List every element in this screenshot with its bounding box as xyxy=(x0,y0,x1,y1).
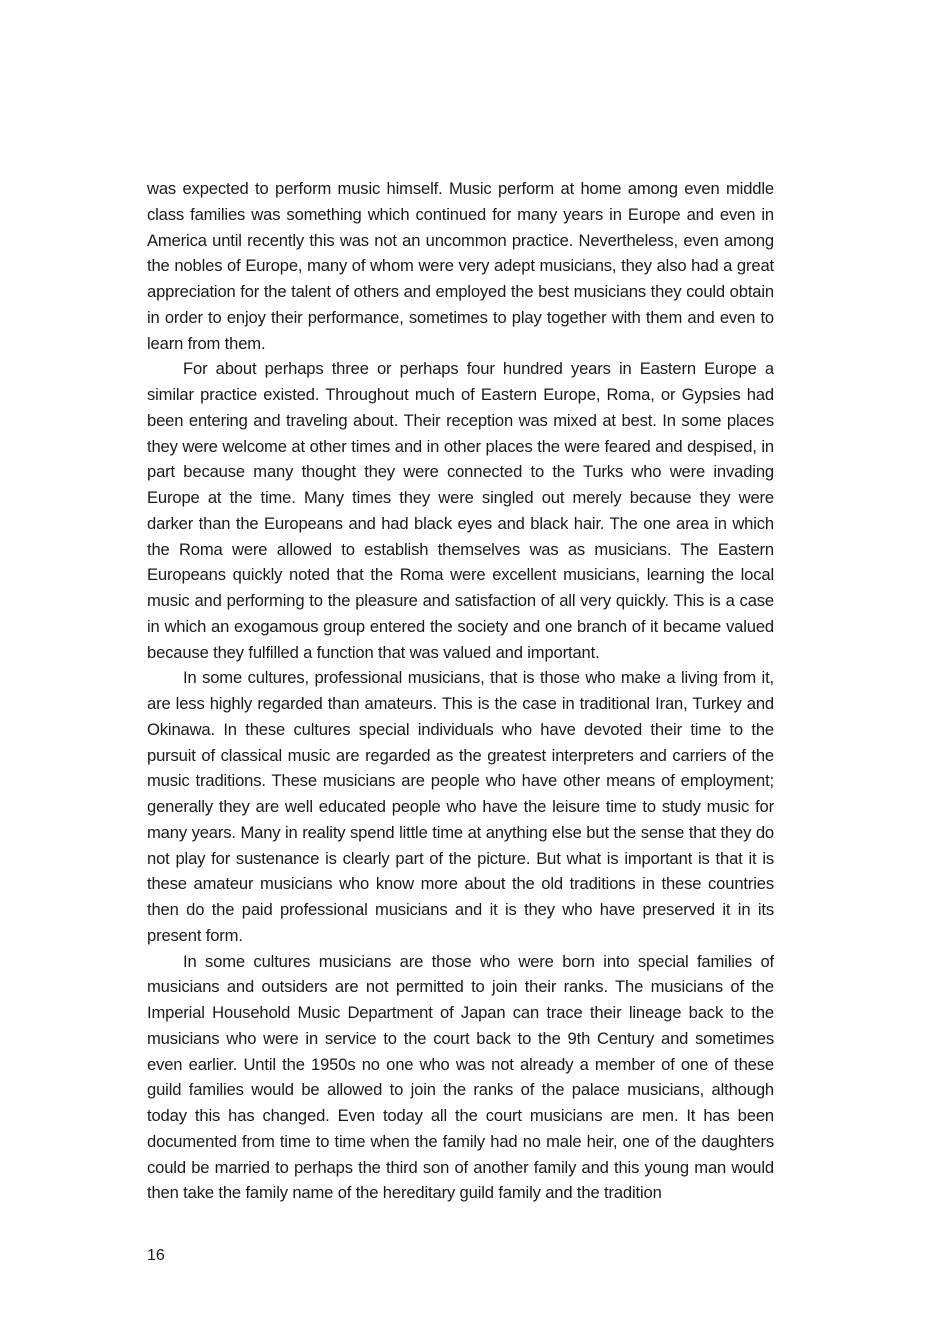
paragraph-continued: was expected to perform music himself. Music perform at home among even middle class families was something which continued for many years in Europe and even in America until recently this was not an uncommon practice. Nevertheless, even among the nobles of Europe, many of whom were very adept musicians, they also had a great appreciation for the talent of others and employed the best musicians they could obtain in order to enjoy their performance, sometimes to play together with them and even to learn from them. xyxy=(147,179,774,353)
body-text xyxy=(147,176,774,1206)
page-number: 16 xyxy=(147,1247,165,1264)
paragraph-roma: For about perhaps three or perhaps four hundred years in Eastern Europe a similar practice existed. Throughout much of Eastern Europe, Roma, or Gypsies had been entering and traveling about. Their reception was mixed at best. In some places they were welcome at other times and in other places the were feared and despised, in part because many thought they were connected to the Turks who were invading Europe at the time. Many times they were singled out merely because they were darker than the Europeans and had black eyes and black hair. The one area in which the Roma were allowed to establish themselves was as musicians. The Eastern Europeans quickly noted that the Roma were excellent musicians, learning the local music and performing to the pleasure and satisfaction of all very quickly. This is a case in which an exogamous group entered the society and one branch of it became valued because they fulfilled a function that was valued and important. xyxy=(147,359,774,662)
paragraph-hereditary-musicians: In some cultures musicians are those who were born into special families of musicians and outsiders are not permitted to join their ranks. The musicians of the Imperial Household Music Department of Japan can trace their lineage back to the musicians who were in service to the court back to the 9th Century and sometimes even earlier. Until the 1950s no one who was not already a member of one of these guild families would be allowed to join the ranks of the palace musicians, although today this has changed. Even today all the court musicians are men. It has been documented from time to time when the family had no male heir, one of the daughters could be married to perhaps the third son of another family and this young man would then take the family name of the hereditary guild family and the tradition xyxy=(147,951,774,1203)
paragraph-amateur-musicians: In some cultures, professional musicians, that is those who make a living from it, are less highly regarded than amateurs. This is the case in traditional Iran, Turkey and Okinawa. In these cultures special individuals who have devoted their time to the pursuit of classical music are regarded as the greatest interpreters and carriers of the music traditions. These musicians are people who have other means of employment; generally they are well educated people who have the leisure time to study music for many years. Many in reality spend little time at anything else but the sense that they do not play for sustenance is clearly part of the picture. But what is important is that it is these amateur musicians who know more about the old traditions in these countries then do the paid professional musicians and it is they who have preserved it in its present form. xyxy=(147,668,774,945)
